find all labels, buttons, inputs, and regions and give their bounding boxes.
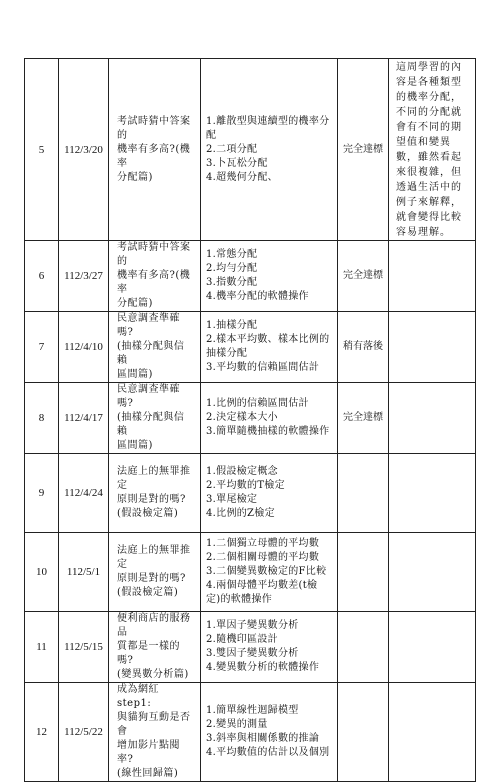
- content-item: 4.機率分配的軟體操作: [206, 291, 309, 302]
- content-cell: [201, 312, 338, 383]
- table-row: [25, 312, 476, 383]
- content-item: 1.抽樣分配: [206, 320, 258, 331]
- topic-cell: [109, 312, 201, 383]
- content-item: 2.均勻分配: [206, 263, 258, 274]
- status-cell: 完全達標: [338, 241, 389, 312]
- content-item: 1.比例的信賴區間估計: [206, 398, 309, 409]
- topic-cell: [109, 683, 201, 782]
- content-item: 抽樣分配: [206, 348, 248, 359]
- topic-line: 增加影片點閱率?: [117, 740, 180, 765]
- topic-line: (線性回歸篇): [117, 768, 179, 779]
- table-row: [25, 612, 476, 683]
- date-cell: 112/4/24: [59, 454, 109, 533]
- content-item: 4.兩個母體平均數差(t檢: [206, 580, 318, 591]
- content-cell: [201, 241, 338, 312]
- topic-line: 區間篇): [117, 369, 153, 380]
- topic-cell: [109, 383, 201, 454]
- topic-line: 區間篇): [117, 440, 153, 451]
- content-item: 3.指數分配: [206, 277, 258, 288]
- content-item: 3.單尾檢定: [206, 494, 258, 505]
- week-number-cell: 11: [25, 612, 59, 683]
- date-cell: 112/5/1: [59, 533, 109, 612]
- content-cell: [201, 454, 338, 533]
- reflection-note-cell: [389, 312, 476, 383]
- content-item: 4.平均數值的估計以及個別: [206, 747, 330, 758]
- status-cell: [338, 612, 389, 683]
- week-number-cell: 12: [25, 683, 59, 782]
- content-item: 4.變異數分析的軟體操作: [206, 662, 320, 673]
- reflection-note-cell: [389, 241, 476, 312]
- content-item: 1.二個獨立母體的平均數: [206, 538, 320, 549]
- table-row: [25, 241, 476, 312]
- topic-cell: [109, 59, 201, 241]
- content-cell: [201, 59, 338, 241]
- reflection-note-cell: [389, 383, 476, 454]
- topic-line: (抽樣分配與信賴: [117, 341, 185, 366]
- reflection-note-cell: [389, 533, 476, 612]
- content-item: 2.決定樣本大小: [206, 412, 278, 423]
- content-item: 4.比例的Z檢定: [206, 508, 275, 519]
- course-schedule-table: [24, 58, 476, 782]
- topic-line: 法庭上的無罪推定: [117, 545, 191, 570]
- content-item: 2.樣本平均數、樣本比例的: [206, 334, 330, 345]
- content-item: 3.簡單隨機抽樣的軟體操作: [206, 426, 330, 437]
- topic-line: 便利商店的服務品: [117, 613, 191, 638]
- topic-line: (假設檢定篇): [117, 587, 179, 598]
- content-item: 2.平均數的T檢定: [206, 480, 285, 491]
- week-number-cell: 9: [25, 454, 59, 533]
- table-row: [25, 454, 476, 533]
- week-number-cell: 8: [25, 383, 59, 454]
- content-item: 3.雙因子變異數分析: [206, 648, 299, 659]
- content-item: 3.平均數的信賴區間估計: [206, 362, 320, 373]
- reflection-note-cell: 這周學習的內容是各種類型的機率分配，不同的分配就會有不同的期望值和變異數，雖然看起來很複雜，但透過生活中的例子來解釋，就會變得比較容易理解。: [389, 59, 476, 241]
- topic-line: 與貓狗互動是否會: [117, 712, 191, 737]
- status-cell: [338, 454, 389, 533]
- week-number-cell: 5: [25, 59, 59, 241]
- content-cell: [201, 683, 338, 782]
- date-cell: 112/4/10: [59, 312, 109, 383]
- content-item: 2.變異的測量: [206, 719, 268, 730]
- topic-line: 民意調查準確嗎?: [117, 384, 180, 409]
- topic-line: 法庭上的無罪推定: [117, 466, 191, 491]
- date-cell: 112/4/17: [59, 383, 109, 454]
- content-item: 2.二個相關母體的平均數: [206, 552, 320, 563]
- content-item: 2.隨機印區設計: [206, 634, 278, 645]
- table-row: [25, 383, 476, 454]
- topic-line: 分配篇): [117, 171, 153, 183]
- topic-cell: [109, 454, 201, 533]
- date-cell: 112/3/27: [59, 241, 109, 312]
- date-cell: 112/5/22: [59, 683, 109, 782]
- topic-line: 質都是一樣的嗎?: [117, 641, 180, 666]
- topic-line: 原則是對的嗎?: [117, 573, 186, 584]
- content-item: 2.二項分配: [206, 143, 258, 155]
- topic-line: 民意調查準確嗎?: [117, 313, 180, 338]
- topic-cell: [109, 241, 201, 312]
- content-cell: [201, 383, 338, 454]
- content-item: 3.卜瓦松分配: [206, 157, 268, 169]
- reflection-note-cell: [389, 454, 476, 533]
- date-cell: 112/3/20: [59, 59, 109, 241]
- status-cell: 完全達標: [338, 59, 389, 241]
- content-item: 定)的軟體操作: [206, 594, 273, 605]
- content-item: 配: [206, 129, 217, 141]
- reflection-note-cell: [389, 683, 476, 782]
- status-cell: [338, 533, 389, 612]
- topic-line: (抽樣分配與信賴: [117, 412, 185, 437]
- reflection-note-cell: [389, 612, 476, 683]
- content-item: 1.單因子變異數分析: [206, 620, 299, 631]
- week-number-cell: 6: [25, 241, 59, 312]
- topic-line: 成為網紅 step1:: [117, 684, 159, 709]
- table-body: [25, 59, 476, 782]
- content-item: 1.離散型與連續型的機率分: [206, 115, 330, 127]
- topic-cell: [109, 612, 201, 683]
- topic-line: 考試時猜中答案的: [117, 242, 191, 267]
- topic-line: 機率有多高?(機率: [117, 270, 191, 295]
- topic-cell: [109, 533, 201, 612]
- status-cell: 稍有落後: [338, 312, 389, 383]
- table-row: [25, 533, 476, 612]
- topic-line: 考試時猜中答案的: [117, 115, 191, 141]
- topic-line: (變異數分析篇): [117, 669, 189, 680]
- topic-line: 機率有多高?(機率: [117, 143, 191, 169]
- content-item: 1.假設檢定概念: [206, 466, 278, 477]
- table-row: [25, 59, 476, 241]
- content-item: 3.二個變異數檢定的F比較: [206, 566, 327, 577]
- content-cell: [201, 533, 338, 612]
- content-cell: [201, 612, 338, 683]
- content-item: 1.簡單線性迴歸模型: [206, 705, 299, 716]
- content-item: 3.斜率與相關係數的推論: [206, 733, 320, 744]
- table-row: [25, 683, 476, 782]
- status-cell: [338, 683, 389, 782]
- topic-line: 分配篇): [117, 298, 153, 309]
- topic-line: (假設檢定篇): [117, 508, 179, 519]
- topic-line: 原則是對的嗎?: [117, 494, 186, 505]
- content-item: 4.超幾何分配、: [206, 171, 278, 183]
- week-number-cell: 7: [25, 312, 59, 383]
- week-number-cell: 10: [25, 533, 59, 612]
- content-item: 1.常態分配: [206, 249, 258, 260]
- status-cell: 完全達標: [338, 383, 389, 454]
- date-cell: 112/5/15: [59, 612, 109, 683]
